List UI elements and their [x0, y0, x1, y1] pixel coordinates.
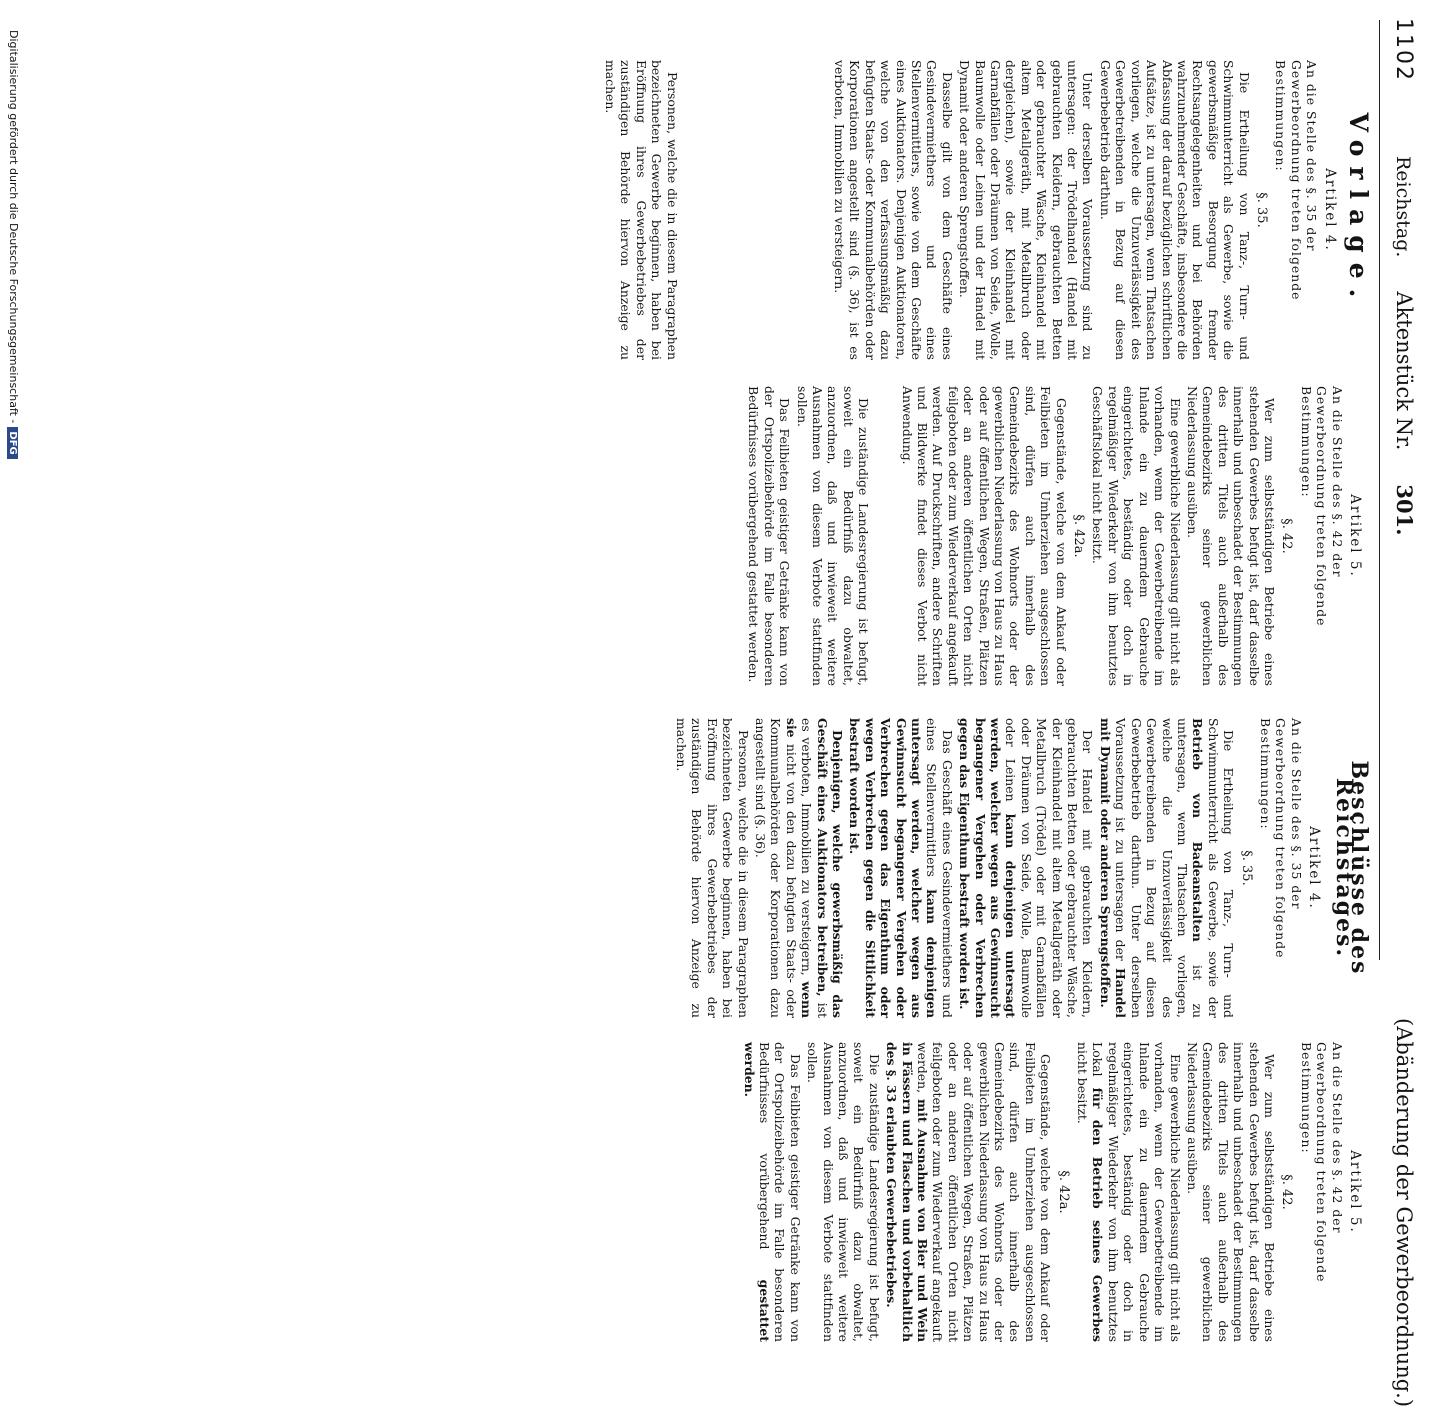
amended-text: Denjenigen, welche gewerbsmäßig das Geschäft eines Auktionators betreiben,: [814, 718, 845, 1018]
column-beschluesse-art4: [672, 718, 1372, 1018]
paragraph-symbol: §. 42a.: [1071, 514, 1087, 558]
paragraph-symbol: §. 42a.: [1055, 1170, 1071, 1214]
article-intro: An die Stelle des §. 35 der Gewerbeordnung treten folgende Bestimmungen:: [1273, 60, 1320, 301]
paragraph: [1075, 1042, 1183, 1342]
column-vorlage-art5: [744, 386, 1366, 686]
amended-text: mit Ausnahme von Bier und Wein in Fässern und Flaschen und vorbehaltlich des §. 33 erlaubten Gewerbebetriebes.: [884, 1042, 931, 1343]
paragraph: [1098, 718, 1237, 1018]
header-doc-label: Aktenstück Nr.: [1392, 291, 1416, 451]
digitization-credit: [7, 30, 20, 459]
running-header: [1384, 18, 1424, 1407]
amended-text: gestattet werden.: [741, 1042, 772, 1342]
paragraph: Die zuständige Landesregierung ist befugt, soweit ein Bedürfniß dazu obwaltet, anzuordnen, daß und inwieweit weitere Ausnahmen von diesem Verbote stattfinden sollen.: [805, 1042, 882, 1342]
column-vorlage-art4: [601, 60, 1373, 360]
text-run: ist es verboten, Immobilien zu versteigern,: [799, 718, 830, 1018]
dfg-logo: DFG: [7, 427, 18, 458]
header-rule: [1379, 20, 1380, 960]
text-run: Die Ertheilung von Tanz-, Turn- und Schwimmunterricht als Gewerbe, sowie der: [1205, 718, 1237, 1018]
paragraph: [847, 718, 955, 1018]
article-intro: An die Stelle des §. 35 der Gewerbeordnung treten folgende Bestimmungen:: [1257, 718, 1304, 959]
heading-vorlage: Vorlage.: [1344, 112, 1373, 308]
header-left-label: Reichstag.: [1392, 156, 1414, 258]
paragraph: Die zuständige Landesregierung ist befugt, soweit ein Bedürfniß dazu obwaltet, anzuordnen, daß und inwieweit weitere Ausnahmen von diesem Verbote stattfinden sollen.: [794, 386, 872, 686]
text-run: Das Geschäft eines Gesindevermiethers und eines Stellenvermittlers: [924, 718, 955, 1018]
article-title: Artikel 4.: [1321, 168, 1338, 252]
paragraph: Die Ertheilung von Tanz-, Turn- und Schwimmunterricht als Gewerbe, sowie die gewerbsmäßige Besorgung fremder Rechtsangelegenheiten und bei Behörden wahrzunehmender Geschäfte, insbesondere die Abfassung der darauf bezüglichen schriftlichen Aufsätze, ist zu untersagen, wenn Thatsachen vorliegen, welche die Unzuverlässigkeit des Gewerbetreibenden in Bezug auf diesen Gewerbebetrieb darthun.: [1097, 60, 1252, 360]
amended-text: Betrieb von Badeanstalten: [1190, 718, 1206, 942]
paragraph-symbol: §. 42.: [1279, 1174, 1295, 1210]
amended-text: kann demjenigen untersagt werden, welcher wegen aus Gewinnsucht begangener Vergehen oder Verbrechen gegen das Eigenthum oder wegen Verbrechen gegen die Sittlichkeit bestraft worden ist.: [847, 718, 940, 1018]
article-title: Artikel 5.: [1347, 494, 1363, 578]
paragraph: Wer zum selbstständigen Betriebe eines stehenden Gewerbes befugt ist, darf dasselbe innerhalb und unbeschadet der Bestimmungen des dritten Titels auch außerhalb des Gemeindebezirks seiner gewerblichen Niederlassung ausüben.: [1184, 1042, 1277, 1342]
credit-text: Digitalisierung gefördert durch die Deutsche Forschungsgemeinschaft -: [7, 30, 20, 424]
text-run: Gegenstände, welche von dem Ankauf oder Feilbieten im Umherziehen ausgeschlossen sind, dürfen auch innerhalb des Gemeindebezirks des Wohnorts oder der gewerblichen Niederlassung von Haus zu Haus oder auf öffentlichen Wegen, Straßen, Plätzen oder an anderen öffentlichen Orten nicht feilgeboten oder zum Wiederverkauf angekauft werden,: [915, 1042, 1054, 1342]
paragraph: Gegenstände, welche von dem Ankauf oder Feilbieten im Umherziehen ausgeschlossen sind, dürfen auch innerhalb des Gemeindebezirks des Wohnorts oder der gewerblichen Niederlassung von Haus zu Haus oder auf öffentlichen Wegen, Straßen, Plätzen oder an anderen öffentlichen Orten nicht feilgeboten oder zum Wiederverkauf angekauft werden. Auf Druckschriften, andere Schriften und Bildwerke findet dieses Verbot nicht Anwendung.: [899, 386, 1069, 686]
header-right-label: (Abänderung der Gewerbeordnung.): [1392, 1018, 1416, 1407]
amended-text: Handel mit Dynamit oder anderen Sprengstoffen.: [1097, 718, 1129, 1018]
page-number: 1102: [1391, 18, 1416, 82]
paragraph: Unter derselben Voraussetzung sind zu untersagen: der Trödelhandel (Handel mit gebrauchten Kleidern, gebrauchten Betten oder gebrauchter Wäsche, Kleinhandel mit altem Metallgeräth, mit Metallbruch oder dergleichen), sowie der Kleinhandel mit Garnabfällen oder Dräumen von Seide, Wolle, Baumwolle oder Leinen und der Handel mit Dynamit oder anderen Sprengstoffen.: [957, 60, 1096, 360]
text-run: Der Handel mit gebrauchten Kleidern, gebrauchten Betten oder gebrauchter Wäsche, der Kleinhandel mit altem Metallgeräth oder Metallbruch (Trödel) oder mit Garnabfällen oder Dräumen von Seide, Wolle, Baumwolle oder Leinen: [1003, 718, 1096, 1018]
paragraph: [884, 1042, 1053, 1342]
paragraph-symbol: §. 35.: [1253, 192, 1269, 228]
text-run: Das Feilbieten geistiger Getränke kann von der Ortspolizeibehörde im Falle besonderen Bedürfnisses vorübergehend: [756, 1042, 803, 1342]
text-run: Eine gewerbliche Niederlassung gilt nicht als vorhanden, wenn der Gewerbetreibende im Inlande ein zu dauerndem Gebrauche eingerichtetes, beständig oder doch in regelmäßiger Wiederkehr von ihm benutztes Lokal: [1090, 1042, 1183, 1342]
text-run: nicht besitzt.: [1075, 1042, 1091, 1124]
article-intro: An die Stelle des §. 42 der Gewerbeordnung treten folgende Bestimmungen:: [1298, 386, 1345, 627]
text-run: ist zu untersagen, wenn Thatsachen vorliegen, welche die Unzuverlässigkeit des Gewerbetreibenden in Bezug auf diesen Gewerbebetrieb darthun. Unter derselben Voraussetzung ist zu untersagen der: [1113, 718, 1206, 1018]
paragraph: [741, 1042, 803, 1342]
column-beschluesse-art5: [739, 1042, 1366, 1342]
amended-text: kann denjenigen untersagt werden, welcher wegen aus Gewinnsucht begangener Vergehen oder Verbrechen gegen das Eigenthum bestraft worden ist.: [957, 718, 1019, 1018]
paragraph: Eine gewerbliche Niederlassung gilt nicht als vorhanden, wenn der Gewerbetreibende im Inlande ein zu dauerndem Gebrauche eingerichtetes, beständig oder doch in regelmäßiger Wiederkehr von ihm benutztes Geschäftslokal nicht besitzt.: [1090, 386, 1183, 686]
header-doc-number: 301.: [1392, 484, 1417, 536]
amended-text: wenn sie: [783, 718, 815, 1018]
article-title: Artikel 4.: [1306, 826, 1323, 910]
paragraph: Das Feilbieten geistiger Getränke kann von der Ortspolizeibehörde im Falle besonderen Bedürfnisses vorübergehend gestattet werden.: [746, 386, 793, 686]
paragraph: [753, 718, 845, 1018]
paragraph: [957, 718, 1096, 1018]
article-title: Artikel 5.: [1347, 1150, 1363, 1234]
paragraph: Wer zum selbstständigen Betriebe eines stehenden Gewerbes befugt ist, darf dasselbe innerhalb und unbeschadet der Bestimmungen des dritten Titels auch außerhalb des Gemeindebezirks seiner gewerblichen Niederlassung ausüben.: [1184, 386, 1277, 686]
paragraph: Personen, welche die in diesem Paragraphen bezeichneten Gewerbe beginnen, haben bei Eröffnung ihres Gewerbebetriebes der zuständigen Behörde hiervon Anzeige zu machen.: [673, 718, 751, 1018]
paragraph: Personen, welche die in diesem Paragraphen bezeichneten Gewerbe beginnen, haben bei Eröffnung ihres Gewerbebetriebes der zuständigen Behörde hiervon Anzeige zu machen.: [602, 60, 680, 360]
paragraph-symbol: §. 35.: [1238, 850, 1254, 886]
text-run: nicht von den dazu befugten Staats- oder Kommunalbehörden oder Korporationen dazu angestellt sind (§. 36).: [752, 718, 799, 1018]
article-intro: An die Stelle des §. 42 der Gewerbeordnung treten folgende Bestimmungen:: [1298, 1042, 1345, 1283]
heading-beschluesse: Beschlüsse des Reichstages.: [1330, 760, 1372, 976]
paragraph-symbol: §. 42.: [1279, 518, 1295, 554]
paragraph: Dasselbe gilt von dem Geschäfte eines Gesindevermiethers und eines Stellenvermittlers, sowie von dem Geschäfte eines Auktionators. Denjenigen Auktionatoren, welche von den verfassungsmäßig dazu befugten Staats- oder Kommunalbehörden oder Korporationen angestellt sind (§. 36), ist es verboten, Immobilien zu versteigern.: [832, 60, 955, 360]
amended-text: für den Betrieb seines Gewerbes: [1090, 1087, 1106, 1342]
